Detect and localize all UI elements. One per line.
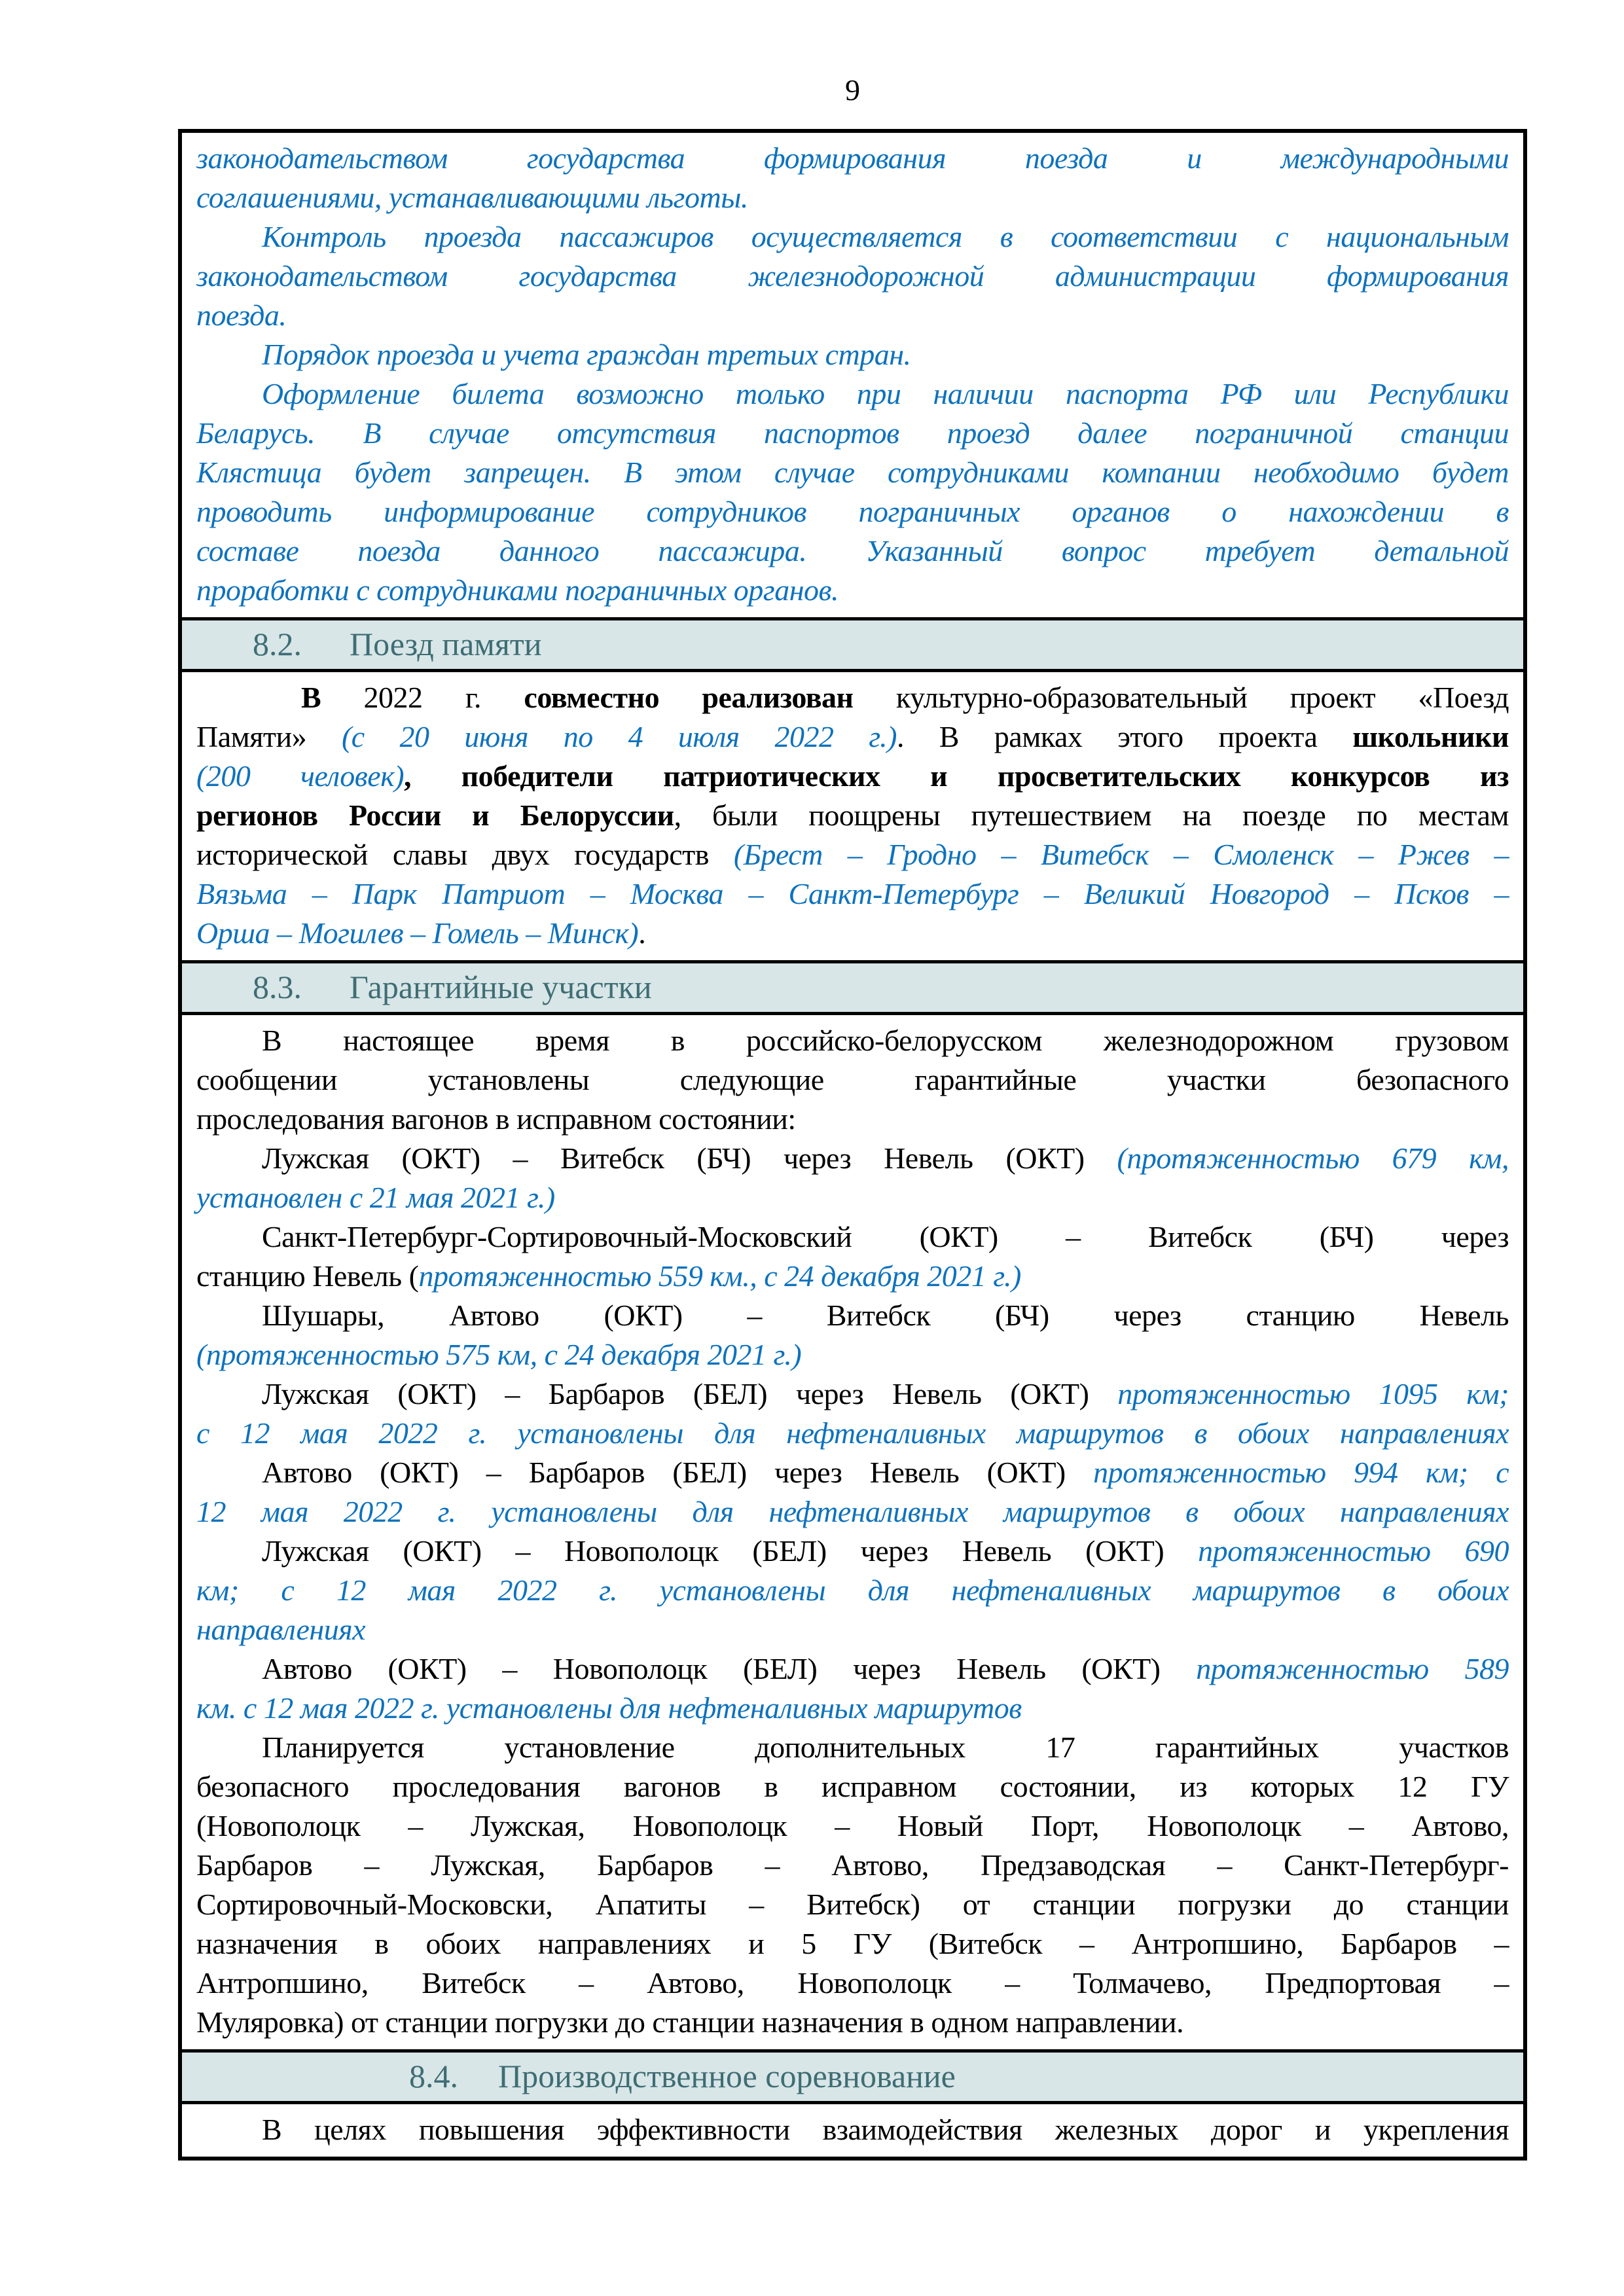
blue-italic-run: Клястица будет запрещен. В этом случае сотрудниками компании необходимо будет bbox=[196, 456, 1509, 489]
section-number: 8.3. bbox=[253, 969, 302, 1005]
text-run: Автово (ОКТ) – Новополоцк (БЕЛ) через Невель (ОКТ) bbox=[262, 1652, 1197, 1685]
bold-run: регионов России и Белоруссии bbox=[196, 798, 674, 832]
paragraph bbox=[196, 139, 1509, 217]
blue-italic-run: проработки с сотрудниками пограничных органов. bbox=[196, 573, 839, 607]
text-line bbox=[196, 296, 1509, 335]
blue-italic-run: с 12 мая 2022 г. установлены для нефтеналивных маршрутов в обоих направлениях bbox=[196, 1416, 1509, 1450]
text-run: В настоящее время в российско-белорусском железнодорожном грузовом bbox=[262, 1024, 1509, 1057]
text-run: Антропшино, Витебск – Автово, Новополоцк – Толмачево, Предпортовая – bbox=[196, 1966, 1509, 2000]
blue-italic-run: протяженностью 589 bbox=[1196, 1652, 1509, 1685]
paragraph bbox=[196, 1217, 1509, 1296]
paragraph bbox=[196, 678, 1509, 953]
blue-italic-run: протяженностью 1095 км; bbox=[1117, 1377, 1509, 1410]
text-line bbox=[196, 757, 1509, 796]
blue-italic-run: Оформление билета возможно только при наличии паспорта РФ или Республики bbox=[262, 377, 1509, 410]
text-line bbox=[196, 335, 1509, 374]
blue-italic-run: (с 20 июня по 4 июля 2022 г.) bbox=[341, 720, 897, 753]
blue-italic-run: (протяженностью 679 км, bbox=[1117, 1141, 1509, 1175]
text-run: Автово (ОКТ) – Барбаров (БЕЛ) через Невель (ОКТ) bbox=[262, 1456, 1094, 1489]
text-line bbox=[196, 178, 1509, 217]
blue-italic-run: (200 человек) bbox=[196, 759, 405, 793]
text-line bbox=[196, 453, 1509, 492]
text-line bbox=[196, 1846, 1509, 1885]
text-line bbox=[196, 914, 1509, 953]
section-number: 8.4. bbox=[409, 2058, 458, 2094]
blue-italic-run: Контроль проезда пассажиров осуществляется в соответствии с национальным bbox=[262, 220, 1509, 253]
text-run: Сортировочный-Московски, Апатиты – Витебск) от станции погрузки до станции bbox=[196, 1888, 1509, 1921]
text-run: . bbox=[638, 916, 646, 950]
text-run: , были поощрены путешествием на поезде по местам bbox=[674, 798, 1509, 832]
intro-body bbox=[182, 133, 1523, 617]
text-run: . В рамках этого проекта bbox=[896, 720, 1353, 753]
text-run: назначения в обоих направлениях и 5 ГУ (Витебск – Антропшино, Барбаров – bbox=[196, 1927, 1509, 1960]
blue-italic-run: Порядок проезда и учета граждан третьих стран. bbox=[262, 338, 911, 371]
paragraph bbox=[196, 1021, 1509, 1139]
text-line bbox=[196, 1296, 1509, 1335]
text-run: В целях повышения эффективности взаимодействия железных дорог и укрепления bbox=[262, 2113, 1509, 2146]
text-line bbox=[196, 531, 1509, 571]
text-line bbox=[196, 1492, 1509, 1532]
text-line bbox=[196, 2110, 1509, 2149]
text-line bbox=[196, 1532, 1509, 1571]
text-run: Барбаров – Лужская, Барбаров – Автово, Предзаводская – Санкт-Петербург- bbox=[196, 1848, 1509, 1882]
section-header-8-3 bbox=[182, 960, 1523, 1012]
section-number: 8.2. bbox=[253, 626, 302, 662]
paragraph bbox=[196, 1649, 1509, 1728]
text-line bbox=[196, 571, 1509, 610]
text-line bbox=[196, 1767, 1509, 1806]
paragraph bbox=[196, 1374, 1509, 1453]
text-line bbox=[196, 492, 1509, 531]
paragraph bbox=[196, 374, 1509, 610]
text-line bbox=[196, 1728, 1509, 1767]
blue-italic-run: соглашениями, устанавливающими льготы. bbox=[196, 181, 748, 214]
text-line bbox=[196, 1060, 1509, 1100]
blue-italic-run: установлен с 21 мая 2021 г.) bbox=[196, 1181, 555, 1214]
section-title: Производственное соревнование bbox=[498, 2058, 956, 2094]
section-title: Гарантийные участки bbox=[350, 969, 652, 1005]
section-header-8-2 bbox=[182, 617, 1523, 669]
paragraph bbox=[196, 2110, 1509, 2149]
paragraph bbox=[196, 335, 1509, 374]
text-line bbox=[196, 1021, 1509, 1060]
text-line bbox=[196, 1374, 1509, 1414]
text-run: Планируется установление дополнительных 17 гарантийных участков bbox=[262, 1731, 1509, 1764]
paragraph bbox=[196, 1139, 1509, 1217]
blue-italic-run: направлениях bbox=[196, 1613, 366, 1646]
text-run: (Новополоцк – Лужская, Новополоцк – Новый Порт, Новополоцк – Автово, bbox=[196, 1809, 1509, 1842]
text-run: Муляровка) от станции погрузки до станции назначения в одном направлении. bbox=[196, 2005, 1184, 2039]
text-line bbox=[196, 414, 1509, 453]
bold-run: , победители патриотических и просветительских конкурсов из bbox=[404, 759, 1509, 793]
text-line bbox=[196, 874, 1509, 914]
text-run: безопасного проследования вагонов в исправном состоянии, из которых 12 ГУ bbox=[196, 1770, 1509, 1803]
text-run: культурно-образовательный проект «Поезд bbox=[895, 681, 1509, 714]
paragraph bbox=[196, 1728, 1509, 2042]
paragraph bbox=[196, 1296, 1509, 1374]
blue-italic-run: поезда. bbox=[196, 298, 287, 332]
text-line bbox=[196, 678, 1509, 717]
text-run: Санкт-Петербург-Сортировочный-Московский (ОКТ) – Витебск (БЧ) через bbox=[262, 1220, 1509, 1253]
bold-run: школьники bbox=[1352, 720, 1509, 753]
blue-italic-run: законодательством государства железнодорожной администрации формирования bbox=[196, 259, 1509, 293]
blue-italic-run: составе поезда данного пассажира. Указанный вопрос требует детальной bbox=[196, 534, 1509, 567]
text-line bbox=[196, 1335, 1509, 1374]
text-line bbox=[196, 1571, 1509, 1610]
blue-italic-run: протяженностью 994 км; с bbox=[1093, 1456, 1509, 1489]
text-line bbox=[196, 374, 1509, 414]
text-line bbox=[196, 1649, 1509, 1689]
text-line bbox=[196, 2003, 1509, 2042]
section-8-3-body bbox=[182, 1012, 1523, 2049]
text-run: Шушары, Автово (ОКТ) – Витебск (БЧ) через станцию Невель bbox=[262, 1299, 1509, 1332]
blue-italic-run: протяженностью 559 км., с 24 декабря 2021 г.) bbox=[418, 1259, 1021, 1293]
text-line bbox=[196, 1924, 1509, 1964]
blue-italic-run: Беларусь. В случае отсутствия паспортов проезд далее пограничной станции bbox=[196, 416, 1509, 450]
blue-italic-run: км. с 12 мая 2022 г. установлены для нефтеналивных маршрутов bbox=[196, 1691, 1022, 1725]
text-line bbox=[196, 1610, 1509, 1649]
text-line bbox=[196, 1257, 1509, 1296]
section-header-8-4 bbox=[182, 2049, 1523, 2101]
text-line bbox=[196, 796, 1509, 835]
section-title: Поезд памяти bbox=[350, 626, 542, 662]
section-8-2-body bbox=[182, 669, 1523, 960]
text-run: Памяти» bbox=[196, 720, 342, 753]
section-8-4-body bbox=[182, 2101, 1523, 2157]
text-run: исторической славы двух государств bbox=[196, 838, 734, 871]
text-line bbox=[196, 217, 1509, 257]
bold-run: В bbox=[301, 681, 364, 714]
document-table bbox=[178, 129, 1527, 2161]
text-line bbox=[196, 1806, 1509, 1846]
blue-italic-run: законодательством государства формирования поезда и международными bbox=[196, 141, 1509, 175]
text-run: сообщении установлены следующие гарантийные участки безопасного bbox=[196, 1063, 1509, 1096]
paragraph bbox=[196, 1532, 1509, 1649]
text-line bbox=[196, 1689, 1509, 1728]
paragraph bbox=[196, 1453, 1509, 1532]
text-run: проследования вагонов в исправном состоянии: bbox=[196, 1102, 796, 1136]
text-line bbox=[196, 1178, 1509, 1217]
text-run: Лужская (ОКТ) – Витебск (БЧ) через Невель (ОКТ) bbox=[262, 1141, 1117, 1175]
text-line bbox=[196, 1964, 1509, 2003]
blue-italic-run: Орша – Могилев – Гомель – Минск) bbox=[196, 916, 639, 950]
bold-run: совместно реализован bbox=[524, 681, 896, 714]
text-line bbox=[196, 717, 1509, 757]
text-line bbox=[196, 257, 1509, 296]
blue-italic-run: км; с 12 мая 2022 г. установлены для нефтеналивных маршрутов в обоих bbox=[196, 1573, 1509, 1607]
paragraph bbox=[196, 217, 1509, 335]
text-line bbox=[196, 139, 1509, 178]
blue-italic-run: (протяженностью 575 км, с 24 декабря 2021 г.) bbox=[196, 1338, 802, 1371]
text-run: 2022 г. bbox=[363, 681, 524, 714]
text-line bbox=[196, 1885, 1509, 1924]
text-run: Лужская (ОКТ) – Барбаров (БЕЛ) через Невель (ОКТ) bbox=[262, 1377, 1118, 1410]
blue-italic-run: 12 мая 2022 г. установлены для нефтеналивных маршрутов в обоих направлениях bbox=[196, 1495, 1509, 1528]
blue-italic-run: проводить информирование сотрудников пограничных органов о нахождении в bbox=[196, 495, 1509, 528]
text-line bbox=[196, 1100, 1509, 1139]
page-number: 9 bbox=[845, 73, 860, 107]
blue-italic-run: протяженностью 690 bbox=[1198, 1534, 1509, 1568]
text-line bbox=[196, 1414, 1509, 1453]
text-run: Лужская (ОКТ) – Новополоцк (БЕЛ) через Невель (ОКТ) bbox=[262, 1534, 1199, 1568]
text-line bbox=[196, 1139, 1509, 1178]
text-line bbox=[196, 1453, 1509, 1492]
text-run: станцию Невель ( bbox=[196, 1259, 419, 1293]
blue-italic-run: Вязьма – Парк Патриот – Москва – Санкт-Петербург – Великий Новгород – Псков – bbox=[196, 877, 1509, 910]
text-line bbox=[196, 1217, 1509, 1257]
blue-italic-run: (Брест – Гродно – Витебск – Смоленск – Ржев – bbox=[733, 838, 1509, 871]
text-line bbox=[196, 835, 1509, 874]
